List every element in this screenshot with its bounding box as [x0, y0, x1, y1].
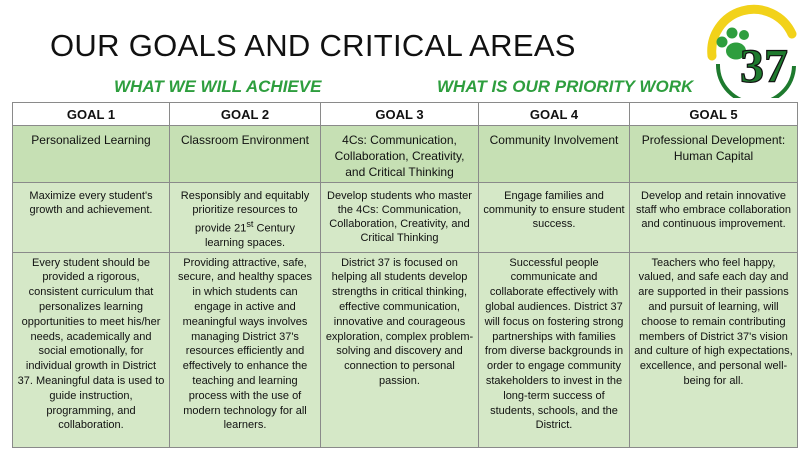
goal-2-focus: Classroom Environment	[170, 126, 321, 183]
goal-1-heading: GOAL 1	[13, 103, 170, 126]
goal-2-statement-end: Century learning spaces.	[204, 222, 296, 249]
goal-2-statement-sup: st	[246, 219, 254, 229]
goals-table	[12, 102, 798, 448]
goal-1-description: Every student should be provided a rigorous, consistent curriculum that personalizes learning opportunities to meet his/her needs, academically and social emotionally, for individual growth in District 37. Meaningful data is used to guide instruction, programming, and collaboration.	[13, 252, 170, 447]
focus-area-row	[13, 126, 798, 183]
goal-3-focus: 4Cs: Communication, Collaboration, Creativity, and Critical Thinking	[321, 126, 479, 183]
goal-3-heading: GOAL 3	[321, 103, 479, 126]
goal-2-statement	[170, 183, 321, 253]
district-37-logo	[706, 4, 800, 98]
goal-5-description: Teachers who feel happy, valued, and safe each day and are supported in their passions and pursuit of learning, will choose to remain contributing members of District 37's vision and culture of high expectations, excellence, and personal well-being for all.	[630, 252, 798, 447]
goal-statement-row	[13, 183, 798, 253]
achieve-subheading: WHAT WE WILL ACHIEVE	[114, 77, 322, 96]
goal-2-heading: GOAL 2	[170, 103, 321, 126]
goal-1-statement: Maximize every student's growth and achievement.	[13, 183, 170, 253]
goal-5-focus: Professional Development: Human Capital	[630, 126, 798, 183]
goal-heading-row	[13, 103, 798, 126]
goal-3-description: District 37 is focused on helping all students develop strengths in critical thinking, effective communication, innovative and courageous exploration, complex problem-solving and discovery and connection to personal passion.	[321, 252, 479, 447]
logo-number: 37	[740, 40, 788, 93]
goal-4-description: Successful people communicate and collaborate effectively with global audiences. District 37 will focus on fostering strong partnerships with families from diverse backgrounds in order to engage community stakeholders to invest in the long-term success of students, schools, and the District.	[479, 252, 630, 447]
goal-description-row	[13, 252, 798, 447]
goal-4-statement: Engage families and community to ensure student success.	[479, 183, 630, 253]
page-title: OUR GOALS AND CRITICAL AREAS	[50, 28, 576, 63]
goal-4-heading: GOAL 4	[479, 103, 630, 126]
goal-2-description: Providing attractive, safe, secure, and healthy spaces in which students can engage in active and meaningful ways involves managing District 37's resources efficiently and effectively to enhance the teaching and learning process with the use of modern technology for all learners.	[170, 252, 321, 447]
goal-5-heading: GOAL 5	[630, 103, 798, 126]
goal-4-focus: Community Involvement	[479, 126, 630, 183]
goal-2-statement-start: Responsibly and equitably prioritize resources to provide 21	[180, 190, 310, 235]
goal-5-statement: Develop and retain innovative staff who embrace collaboration and continuous improvement.	[630, 183, 798, 253]
priority-subheading: WHAT IS OUR PRIORITY WORK	[437, 77, 694, 96]
goal-3-statement: Develop students who master the 4Cs: Communication, Collaboration, Creativity, and Critical Thinking	[321, 183, 479, 253]
goal-1-focus: Personalized Learning	[13, 126, 170, 183]
